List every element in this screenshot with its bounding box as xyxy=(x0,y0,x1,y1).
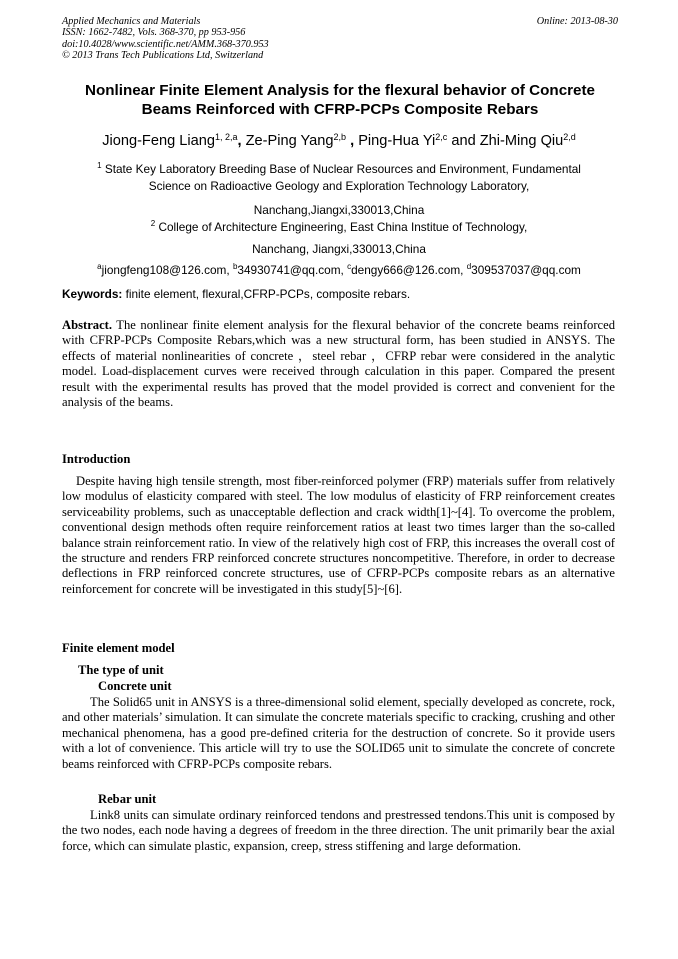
keywords-text: finite element, flexural,CFRP-PCPs, composite rebars. xyxy=(122,287,411,301)
author-separator: , xyxy=(237,133,246,149)
keywords-label: Keywords: xyxy=(62,287,123,301)
keywords xyxy=(62,287,618,301)
copyright-line: © 2013 Trans Tech Publications Ltd, Switzerland xyxy=(62,49,264,61)
title-line-1: Nonlinear Finite Element Analysis for the flexural behavior of Concrete xyxy=(84,82,596,99)
affiliation-2-line-1: $^2$ College of Architecture Engineering, East China Institue of Technology, xyxy=(150,219,528,234)
rebar-unit-text: Link8 units can simulate ordinary reinforced tendons and prestressed tendons.This unit is composed by the two nodes, each node having a degrees of freedom in the three direction. The unit primarily bear the axial force, which can simulate plastic, expansion, creep, stress stiffening and large deformation. xyxy=(62,808,615,853)
affiliation-1-mark: 1 xyxy=(97,161,102,170)
concrete-unit-heading: Concrete unit xyxy=(98,679,172,693)
author-2: Ze-Ping Yang xyxy=(245,133,334,149)
author-4-superscript: 2,d xyxy=(563,132,576,142)
author-2-superscript: 2,b xyxy=(333,132,347,142)
email-b: 34930741@qq.com, xyxy=(237,263,348,277)
email-c: dengy666@126.com, xyxy=(351,263,467,277)
author-3-superscript: 2,c xyxy=(435,132,448,142)
affiliation-2-mark: 2 xyxy=(150,219,156,228)
paper-title xyxy=(62,81,618,119)
author-4: Zhi-Ming Qiu xyxy=(479,133,564,149)
affiliation-1 xyxy=(40,157,638,219)
introduction-text: Despite having high tensile strength, most fiber-reinforced polymer (FRP) materials suffer from relatively low modulus of elasticity compared with steel. The low modulus of elasticity of FRP reinforcement creates serviceability problems, such as unacceptable deflection and crack width[1]~[4]. To overcome the problem, conventional design methods often require reinforcement ratios at least two times larger than the so-called balance strain reinforcement ratio. In view of the relatively high cost of FRP, this increases the overall cost of the structure and renders FRP reinforced concrete structures noncompetitive. Therefore, in order to decrease deflections in FRP reinforced concrete structures, use of CFRP-PCPs composite rebars as an alternative reinforcement for concrete will be investigated in this study[5]~[6]. xyxy=(62,474,615,596)
author-list xyxy=(20,128,658,150)
email-d: 309537037@qq.com xyxy=(471,263,581,277)
affiliation-1-line-2: Science on Radioactive Geology and Exploration Technology Laboratory, xyxy=(148,179,530,193)
doi-line: doi:10.4028/www.scientific.net/AMM.368-370.953 xyxy=(62,38,269,50)
author-1-superscript: 1, 2,a xyxy=(214,132,238,142)
issn-line: ISSN: 1662-7482, Vols. 368-370, pp 953-956 xyxy=(62,27,246,39)
email-line: $^a$jiongfeng108@126.com, $^b$34930741@qq.com, $^c$dengy666@126.com, $^d$309537037@qq.com xyxy=(97,262,581,277)
title-line-2: Beams Reinforced with CFRP-PCPs Composite Rebars xyxy=(141,101,539,118)
author-separator: and xyxy=(447,133,480,149)
journal-name: Applied Mechanics and Materials xyxy=(62,16,201,27)
email-a: jiongfeng108@126.com, xyxy=(101,263,233,277)
affiliation-2-line-2: Nanchang, Jiangxi,330013,China xyxy=(252,242,426,256)
online-date: Online: 2013-08-30 xyxy=(536,16,618,27)
abstract-label: Abstract. xyxy=(62,318,113,332)
abstract xyxy=(62,318,615,410)
finite-element-model-heading: Finite element model xyxy=(62,641,175,655)
author-1: Jiong-Feng Liang xyxy=(102,133,215,149)
rebar-unit-heading: Rebar unit xyxy=(98,792,157,806)
journal-header xyxy=(62,16,618,61)
author-separator: , xyxy=(346,133,359,149)
concrete-unit-text: The Solid65 unit in ANSYS is a three-dimensional solid element, specially developed as concrete, rock, and other materials’ simulation. It can simulate the concrete materials specific to cracking, crushing and other mechanical phenomena, has a good pre-defined criteria for the destruction of concrete. So it provide users with a lot of convenience. This article will try to use the SOLID65 unit to simulate the concrete of concrete beams reinforced with CFRP-PCPs composite rebars. xyxy=(62,695,615,771)
author-3: Ping-Hua Yi xyxy=(358,133,436,149)
introduction-heading: Introduction xyxy=(62,452,131,466)
affiliation-2 xyxy=(40,215,638,258)
abstract-text: The nonlinear finite element analysis for the flexural behavior of the concrete beams reinforced with CFRP-PCPs Composite Rebars,which was a new structural form, has been studied in ANSYS. The effects of material nonlinearities of concrete ，steel rebar ，CFRP rebar were considered in the analytic model. Load-displacement curves were received through calculation in this paper. Compared the present result with the experimental results has proved that the model provided is correct and convenient for the analysis of the beams. xyxy=(62,318,615,410)
type-of-unit-heading: The type of unit xyxy=(78,663,164,677)
affiliation-1-line-1: $^1$ State Key Laboratory Breeding Base of Nuclear Resources and Environment, Fundamental xyxy=(97,161,581,176)
affiliation-1-line-3: Nanchang,Jiangxi,330013,China xyxy=(253,203,425,217)
